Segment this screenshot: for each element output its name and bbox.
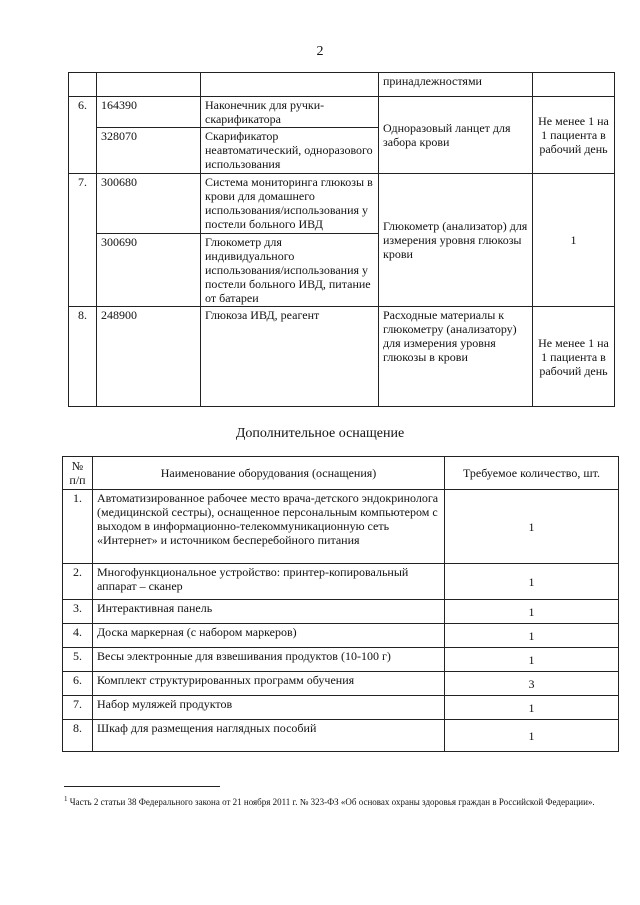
cell-name: Автоматизированное рабочее место врача-детского эндокринолога (медицинской сестры), оснащенное персональным компьютером с выходом в информационно-телекоммуникационную сеть «Интернет» и источником бесперебойного питания (93, 490, 445, 564)
section-heading: Дополнительное оснащение (235, 426, 405, 441)
cell-qty: 1 (445, 696, 619, 720)
cell-num: 6. (63, 672, 93, 696)
table-row (69, 73, 615, 97)
cell-num (69, 73, 97, 97)
table-row (63, 720, 619, 752)
cell-name: Глюкоза ИВД, реагент (201, 307, 379, 407)
cell-num: 5. (63, 648, 93, 672)
cell-qty: Не менее 1 на 1 пациента в рабочий день (533, 97, 615, 174)
cell-type: принадлежностями (379, 73, 533, 97)
equipment-table-continued (68, 72, 615, 407)
cell-num: 4. (63, 624, 93, 648)
cell-code: 164390 (97, 97, 201, 128)
header-name: Наименование оборудования (оснащения) (93, 457, 445, 490)
cell-code: 300680 (97, 174, 201, 234)
cell-qty: Не менее 1 на 1 пациента в рабочий день (533, 307, 615, 407)
cell-name: Набор муляжей продуктов (93, 696, 445, 720)
footnote (64, 793, 620, 808)
cell-name: Многофункциональное устройство: принтер-копировальный аппарат – сканер (93, 564, 445, 600)
cell-name: Интерактивная панель (93, 600, 445, 624)
cell-code (97, 73, 201, 97)
cell-num: 8. (69, 307, 97, 407)
cell-name: Глюкометр для индивидуального использования/использования у постели больного ИВД, питание от батареи (201, 234, 379, 307)
cell-qty: 3 (445, 672, 619, 696)
cell-type: Одноразовый ланцет для забора крови (379, 97, 533, 174)
cell-qty: 1 (533, 174, 615, 307)
cell-qty: 1 (445, 490, 619, 564)
cell-num: 8. (63, 720, 93, 752)
table-row (63, 600, 619, 624)
page-number: 2 (316, 44, 324, 59)
cell-type: Расходные материалы к глюкометру (анализатору) для измерения уровня глюкозы в крови (379, 307, 533, 407)
cell-qty (533, 73, 615, 97)
cell-num: 3. (63, 600, 93, 624)
table-row (63, 648, 619, 672)
cell-code: 328070 (97, 128, 201, 174)
header-num: № п/п (63, 457, 93, 490)
cell-num: 7. (69, 174, 97, 307)
cell-code: 248900 (97, 307, 201, 407)
table-row (63, 490, 619, 564)
table-header-row (63, 457, 619, 490)
additional-equipment-table (62, 456, 619, 752)
cell-qty: 1 (445, 720, 619, 752)
cell-name: Шкаф для размещения наглядных пособий (93, 720, 445, 752)
cell-name: Наконечник для ручки-скарификатора (201, 97, 379, 128)
cell-name: Доска маркерная (с набором маркеров) (93, 624, 445, 648)
cell-num: 6. (69, 97, 97, 174)
cell-qty: 1 (445, 600, 619, 624)
cell-num: 1. (63, 490, 93, 564)
cell-name: Весы электронные для взвешивания продуктов (10-100 г) (93, 648, 445, 672)
footnote-marker: 1 (64, 795, 68, 803)
cell-num: 7. (63, 696, 93, 720)
footnote-text: Часть 2 статьи 38 Федерального закона от 21 ноября 2011 г. № 323-ФЗ «Об основах охраны здоровья граждан в Российской Федерации». (69, 797, 595, 807)
cell-qty: 1 (445, 624, 619, 648)
table-row (63, 672, 619, 696)
table-row (63, 696, 619, 720)
table-row (69, 307, 615, 407)
cell-name: Скарификатор неавтоматический, одноразового использования (201, 128, 379, 174)
table-row (63, 624, 619, 648)
table-row (69, 174, 615, 234)
cell-name: Система мониторинга глюкозы в крови для домашнего использования/использования у постели больного ИВД (201, 174, 379, 234)
cell-name (201, 73, 379, 97)
cell-name: Комплект структурированных программ обучения (93, 672, 445, 696)
cell-code: 300690 (97, 234, 201, 307)
header-qty: Требуемое количество, шт. (445, 457, 619, 490)
cell-num: 2. (63, 564, 93, 600)
cell-qty: 1 (445, 564, 619, 600)
footnote-divider (64, 786, 220, 787)
table-row (63, 564, 619, 600)
table-row (69, 97, 615, 128)
cell-type: Глюкометр (анализатор) для измерения уровня глюкозы крови (379, 174, 533, 307)
cell-qty: 1 (445, 648, 619, 672)
